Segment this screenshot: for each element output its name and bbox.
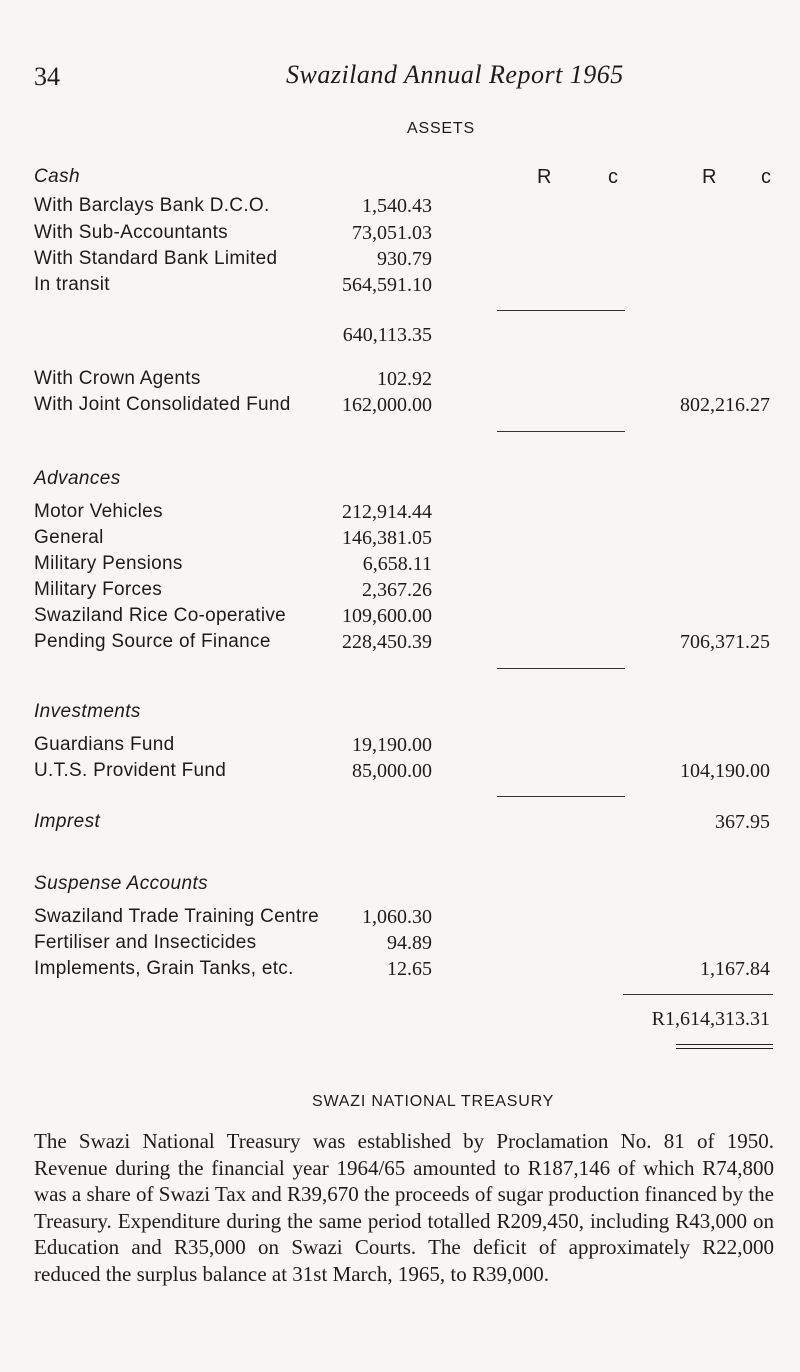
- section-title-cash: Cash: [34, 166, 80, 187]
- row-label: Military Forces: [34, 579, 163, 600]
- table-row: [0, 760, 800, 786]
- row-label: With Barclays Bank D.C.O.: [34, 195, 270, 216]
- row-label: Implements, Grain Tanks, etc.: [34, 958, 294, 979]
- table-row: [0, 579, 800, 605]
- row-label: General: [34, 527, 104, 548]
- row-label: U.T.S. Provident Fund: [34, 760, 227, 781]
- row-amount: 109,600.00: [342, 605, 432, 627]
- grand-total-rule: [623, 994, 773, 995]
- table-row: [0, 248, 800, 274]
- row-amount: 85,000.00: [352, 760, 432, 782]
- row-label: Guardians Fund: [34, 734, 175, 755]
- section-rule: [497, 668, 625, 669]
- imprest-row: [0, 811, 800, 837]
- table-row: [0, 631, 800, 657]
- cash-header-row: [0, 166, 800, 192]
- table-row: [0, 222, 800, 248]
- row-amount: 12.65: [387, 958, 432, 980]
- page-number: 34: [34, 62, 60, 91]
- imprest-total: 367.95: [715, 811, 770, 833]
- row-amount: 228,450.39: [342, 631, 432, 653]
- section-title-investments: Investments: [34, 701, 141, 722]
- row-amount: 162,000.00: [342, 394, 432, 416]
- subtotal-row: [0, 324, 800, 350]
- section-rule: [497, 431, 625, 432]
- treasury-heading: SWAZI NATIONAL TREASURY: [312, 1093, 555, 1110]
- grand-total-row: [0, 1008, 800, 1034]
- row-amount: 564,591.10: [342, 274, 432, 296]
- column-header-cents: c: [608, 166, 618, 188]
- column-header-cents-total: c: [761, 166, 771, 188]
- row-label: With Crown Agents: [34, 368, 201, 389]
- table-row: [0, 501, 800, 527]
- subtotal-rule: [497, 310, 625, 311]
- table-row: [0, 932, 800, 958]
- table-row: [0, 734, 800, 760]
- advances-total: 706,371.25: [680, 631, 770, 653]
- row-label: Swaziland Trade Training Centre: [34, 906, 319, 927]
- investments-header-row: [0, 701, 800, 727]
- row-amount: 19,190.00: [352, 734, 432, 756]
- suspense-total: 1,167.84: [700, 958, 770, 980]
- row-label: Fertiliser and Insecticides: [34, 932, 257, 953]
- advances-header-row: [0, 468, 800, 494]
- row-label: With Sub-Accountants: [34, 222, 228, 243]
- table-row: [0, 958, 800, 984]
- row-label: Swaziland Rice Co-operative: [34, 605, 287, 626]
- treasury-paragraph: The Swazi National Treasury was established by Proclamation No. 81 of 1950. Revenue during the financial year 1964/65 amounted to R187,146 of which R74,800 was a share of Swazi Tax and R39,670 the proceeds of sugar production financed by the Treasury. Expenditure during the same period totalled R209,450, including R43,000 on Education and R35,000 on Swazi Courts. The deficit of approximately R22,000 reduced the surplus balance at 31st March, 1965, to R39,000.: [34, 1129, 774, 1286]
- table-row: [0, 195, 800, 221]
- grand-total-double-rule: [676, 1044, 773, 1049]
- column-header-rand: R: [537, 166, 552, 188]
- section-title-imprest: Imprest: [34, 811, 101, 832]
- cash-total: 802,216.27: [680, 394, 770, 416]
- row-label: Pending Source of Finance: [34, 631, 271, 652]
- row-label: Motor Vehicles: [34, 501, 163, 522]
- row-amount: 2,367.26: [362, 579, 432, 601]
- table-row: [0, 527, 800, 553]
- investments-total: 104,190.00: [680, 760, 770, 782]
- section-title-suspense: Suspense Accounts: [34, 873, 209, 894]
- cash-subtotal: 640,113.35: [342, 324, 432, 346]
- row-amount: 146,381.05: [342, 527, 432, 549]
- grand-total: R1,614,313.31: [651, 1008, 770, 1030]
- row-amount: 73,051.03: [352, 222, 432, 244]
- running-title: Swaziland Annual Report 1965: [286, 60, 624, 89]
- assets-heading: ASSETS: [407, 120, 475, 137]
- row-amount: 102.92: [377, 368, 432, 390]
- suspense-header-row: [0, 873, 800, 899]
- row-amount: 1,060.30: [362, 906, 432, 928]
- row-label: Military Pensions: [34, 553, 183, 574]
- column-header-rand-total: R: [702, 166, 717, 188]
- row-label: In transit: [34, 274, 110, 295]
- table-row: [0, 553, 800, 579]
- row-label: With Joint Consolidated Fund: [34, 394, 291, 415]
- row-amount: 212,914.44: [342, 501, 432, 523]
- table-row: [0, 368, 800, 394]
- section-rule: [497, 796, 625, 797]
- row-amount: 1,540.43: [362, 195, 432, 217]
- table-row: [0, 394, 800, 420]
- section-title-advances: Advances: [34, 468, 121, 489]
- table-row: [0, 274, 800, 300]
- table-row: [0, 605, 800, 631]
- row-amount: 930.79: [377, 248, 432, 270]
- row-amount: 6,658.11: [362, 553, 432, 575]
- table-row: [0, 906, 800, 932]
- row-amount: 94.89: [387, 932, 432, 954]
- row-label: With Standard Bank Limited: [34, 248, 278, 269]
